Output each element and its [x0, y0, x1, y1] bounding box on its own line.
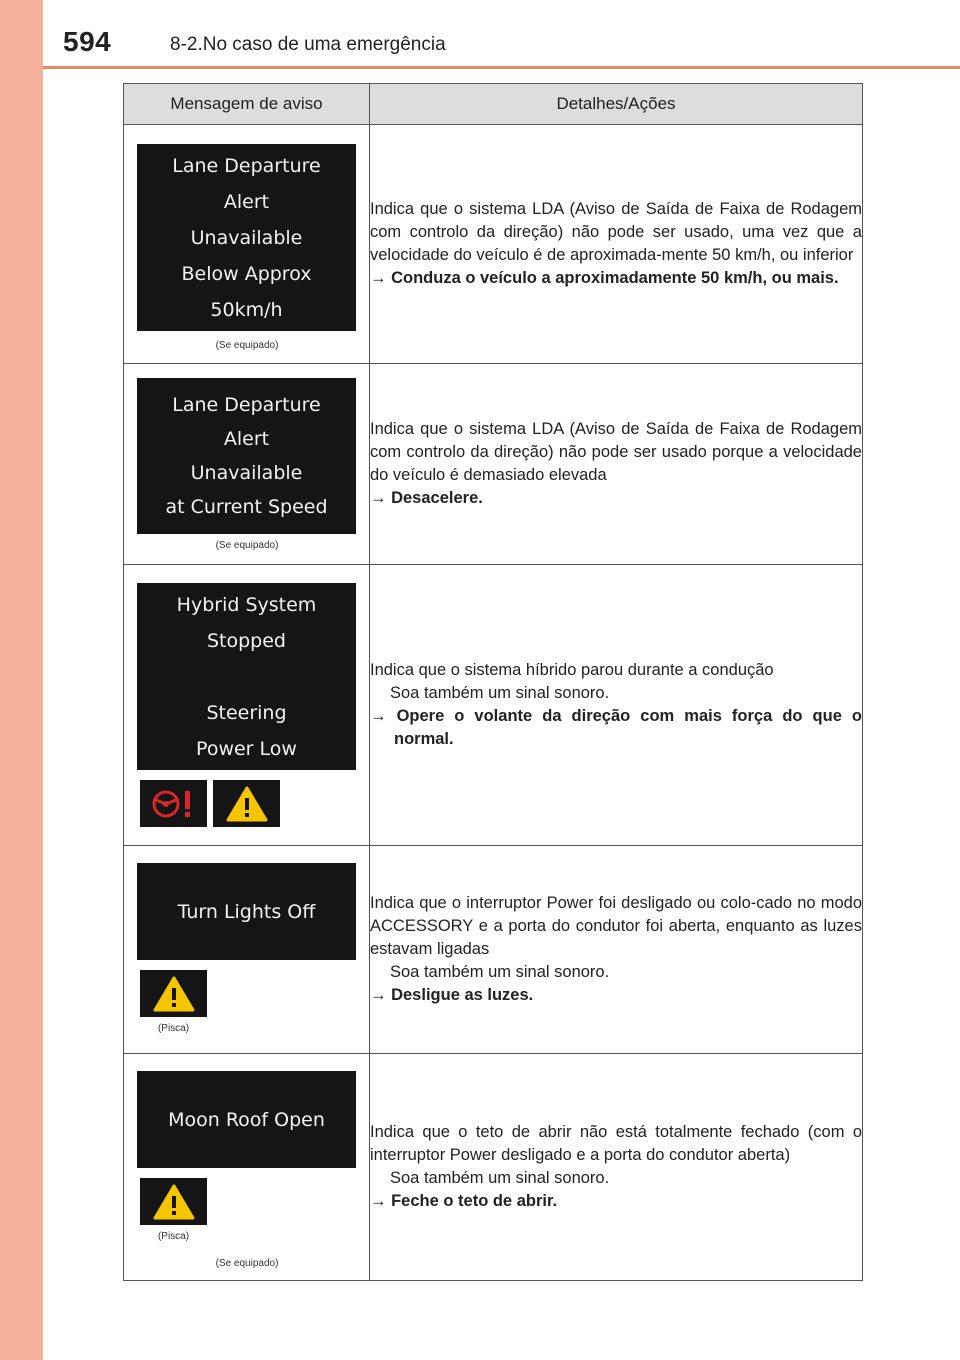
message-cell — [124, 125, 370, 364]
steering-warning-light — [140, 780, 207, 827]
blink-note: (Pisca) — [157, 1231, 190, 1242]
caution-triangle-icon — [152, 1183, 196, 1221]
display-screen: Moon Roof Open — [137, 1071, 356, 1168]
arrow-icon: → — [370, 986, 387, 1004]
table-row — [124, 846, 863, 1054]
warning-message-table — [123, 83, 863, 1281]
message-cell — [124, 364, 370, 565]
page-number: 594 — [63, 26, 112, 57]
caution-light — [213, 780, 280, 827]
display-screen: Lane Departure Alert Unavailable Below Approx 50km/h — [137, 144, 356, 331]
header-rule — [43, 66, 960, 69]
action-text: → Desligue as luzes. — [370, 986, 534, 1004]
col-header-details: Detalhes/Ações — [370, 84, 863, 125]
message-cell — [124, 1054, 370, 1281]
caution-triangle-icon — [152, 975, 196, 1013]
table-row — [124, 364, 863, 565]
details-cell — [370, 1054, 863, 1281]
arrow-icon: → — [370, 269, 387, 287]
details-cell — [370, 364, 863, 565]
col-header-message: Mensagem de aviso — [124, 84, 370, 125]
equipped-note: (Se equipado) — [215, 340, 279, 351]
details-cell — [370, 565, 863, 846]
details-subtext: Soa também um sinal sonoro. — [390, 1169, 610, 1187]
section-title: 8-2.No caso de uma emergência — [170, 34, 446, 55]
display-screen: Lane Departure Alert Unavailable at Current Speed — [137, 378, 356, 534]
caution-light — [140, 970, 207, 1017]
display-screen: Hybrid System Stopped Steering Power Low — [137, 583, 356, 770]
caution-triangle-icon — [225, 785, 269, 823]
action-text: → Feche o teto de abrir. — [370, 1192, 558, 1210]
table-row — [124, 1054, 863, 1281]
details-text: Indica que o sistema híbrido parou durante a condução — [370, 661, 774, 679]
message-cell — [124, 846, 370, 1054]
arrow-icon: → — [370, 489, 387, 507]
details-text: Indica que o interruptor Power foi desligado ou colo-cado no modo ACCESSORY e a porta do condutor foi aberta, enquanto as luzes estavam ligadas — [370, 894, 862, 958]
action-text: → Conduza o veículo a aproximadamente 50 km/h, ou mais. — [370, 269, 839, 287]
details-text: Indica que o sistema LDA (Aviso de Saída de Faixa de Rodagem com controlo da direção) não pode ser usado porque a velocidade do veículo é demasiado elevada — [370, 420, 862, 484]
display-screen: Turn Lights Off — [137, 863, 356, 960]
details-subtext: Soa também um sinal sonoro. — [390, 684, 610, 702]
table-row — [124, 565, 863, 846]
table-row — [124, 125, 863, 364]
details-text: Indica que o teto de abrir não está totalmente fechado (com o interruptor Power desligado e a porta do condutor aberta) — [370, 1123, 862, 1164]
details-cell — [370, 846, 863, 1054]
details-cell — [370, 125, 863, 364]
message-cell — [124, 565, 370, 846]
equipped-note: (Se equipado) — [215, 1258, 279, 1269]
arrow-icon: → — [370, 707, 387, 725]
details-text: Indica que o sistema LDA (Aviso de Saída de Faixa de Rodagem com controlo da direção) não pode ser usado, uma vez que a velocidade do veículo é de aproximada-mente 50 km/h, ou inferior — [370, 200, 862, 264]
arrow-icon: → — [370, 1192, 387, 1210]
caution-light — [140, 1178, 207, 1225]
blink-note: (Pisca) — [157, 1023, 190, 1034]
action-text: → Opere o volante da direção com mais força do que o normal. — [370, 707, 862, 748]
side-strip — [0, 0, 43, 1360]
details-subtext: Soa também um sinal sonoro. — [390, 963, 610, 981]
equipped-note: (Se equipado) — [215, 540, 279, 551]
action-text: → Desacelere. — [370, 489, 483, 507]
steering-warning-icon — [148, 786, 200, 822]
